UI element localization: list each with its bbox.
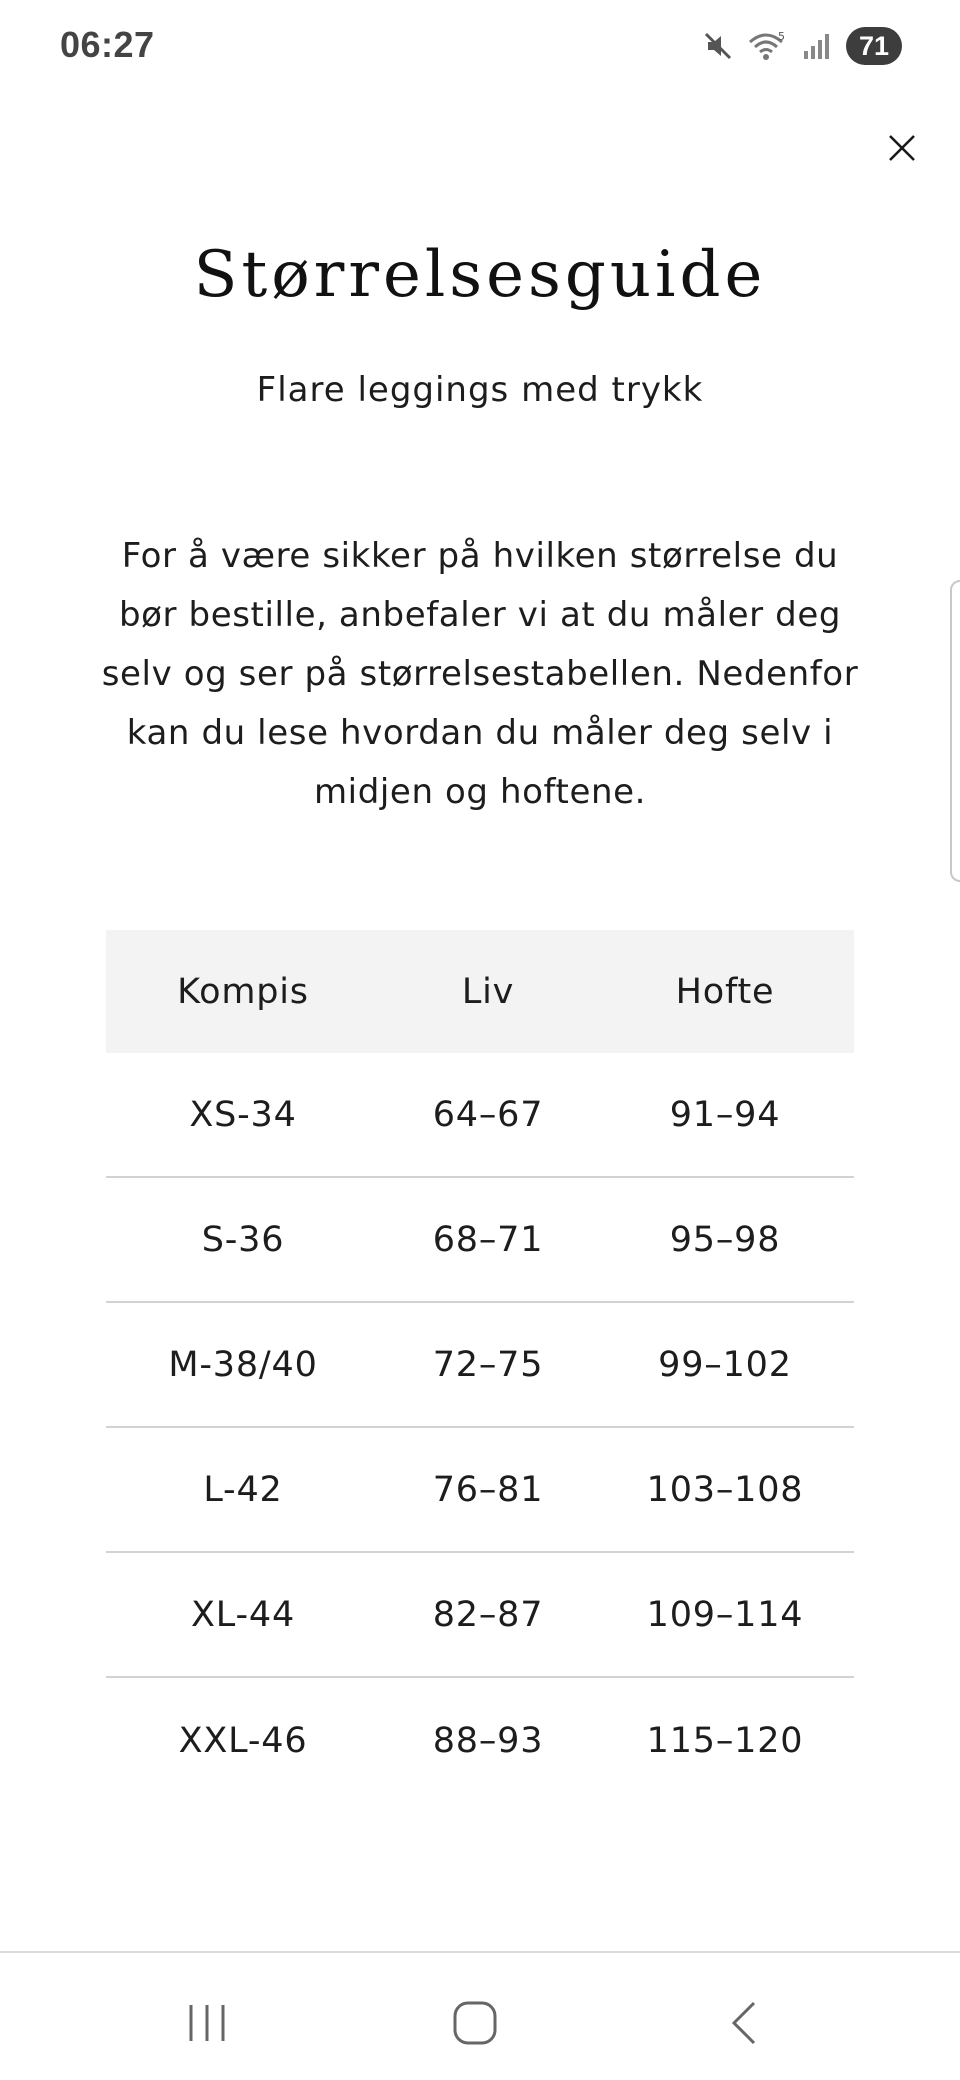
side-panel-handle[interactable]: [950, 580, 960, 882]
size-cell: S-36: [201, 1219, 285, 1260]
close-icon: [887, 133, 917, 163]
waist-cell: 68–71: [432, 1219, 544, 1260]
back-button[interactable]: [712, 1993, 776, 2053]
hip-cell: 91–94: [669, 1094, 781, 1135]
home-button[interactable]: [443, 1993, 507, 2053]
size-cell: XXL-46: [178, 1720, 308, 1761]
signal-icon: [802, 31, 832, 61]
waist-cell: 64–67: [432, 1094, 544, 1135]
hip-cell: 103–108: [646, 1469, 804, 1510]
waist-cell: 76–81: [432, 1469, 544, 1510]
table-row: [106, 1553, 854, 1678]
page-title: Størrelsesguide: [193, 238, 767, 312]
table-row: [106, 1053, 854, 1178]
size-table: [106, 930, 854, 1803]
battery-icon: 71: [846, 27, 902, 65]
header-size: Kompis: [177, 971, 309, 1012]
waist-cell: 88–93: [432, 1720, 544, 1761]
status-bar: [0, 0, 960, 96]
recent-apps-icon: [185, 2001, 229, 2045]
size-cell: XS-34: [189, 1094, 297, 1135]
status-time: 06:27: [60, 24, 155, 65]
table-row: [106, 1428, 854, 1553]
close-button[interactable]: [878, 124, 926, 172]
back-icon: [724, 2000, 764, 2046]
table-row: [106, 1303, 854, 1428]
table-row: [106, 1178, 854, 1303]
hip-cell: 99–102: [658, 1344, 792, 1385]
status-icons: [702, 26, 902, 66]
size-cell: M-38/40: [168, 1344, 318, 1385]
header-hip: Hofte: [675, 971, 775, 1012]
waist-cell: 72–75: [432, 1344, 544, 1385]
table-row: [106, 1678, 854, 1803]
home-icon: [452, 2000, 498, 2046]
product-subtitle: Flare leggings med trykk: [256, 370, 704, 410]
header-waist: Liv: [461, 971, 515, 1012]
size-cell: L-42: [203, 1469, 283, 1510]
svg-text:5: 5: [778, 30, 785, 43]
hip-cell: 109–114: [646, 1594, 804, 1635]
waist-cell: 82–87: [432, 1594, 544, 1635]
mute-icon: [702, 30, 734, 62]
hip-cell: 95–98: [669, 1219, 781, 1260]
size-cell: XL-44: [190, 1594, 296, 1635]
intro-text: For å være sikker på hvilken størrelse du bør bestille, anbefaler vi at du måler deg selv og ser på størrelsestabellen. Nedenfor kan du lese hvordan du måler deg selv i midjen og hoftene.: [101, 536, 859, 812]
recent-apps-button[interactable]: [175, 1993, 239, 2053]
hip-cell: 115–120: [646, 1720, 804, 1761]
system-nav-bar: [0, 1951, 960, 2080]
wifi-icon: [748, 30, 788, 62]
table-header: [106, 930, 854, 1053]
